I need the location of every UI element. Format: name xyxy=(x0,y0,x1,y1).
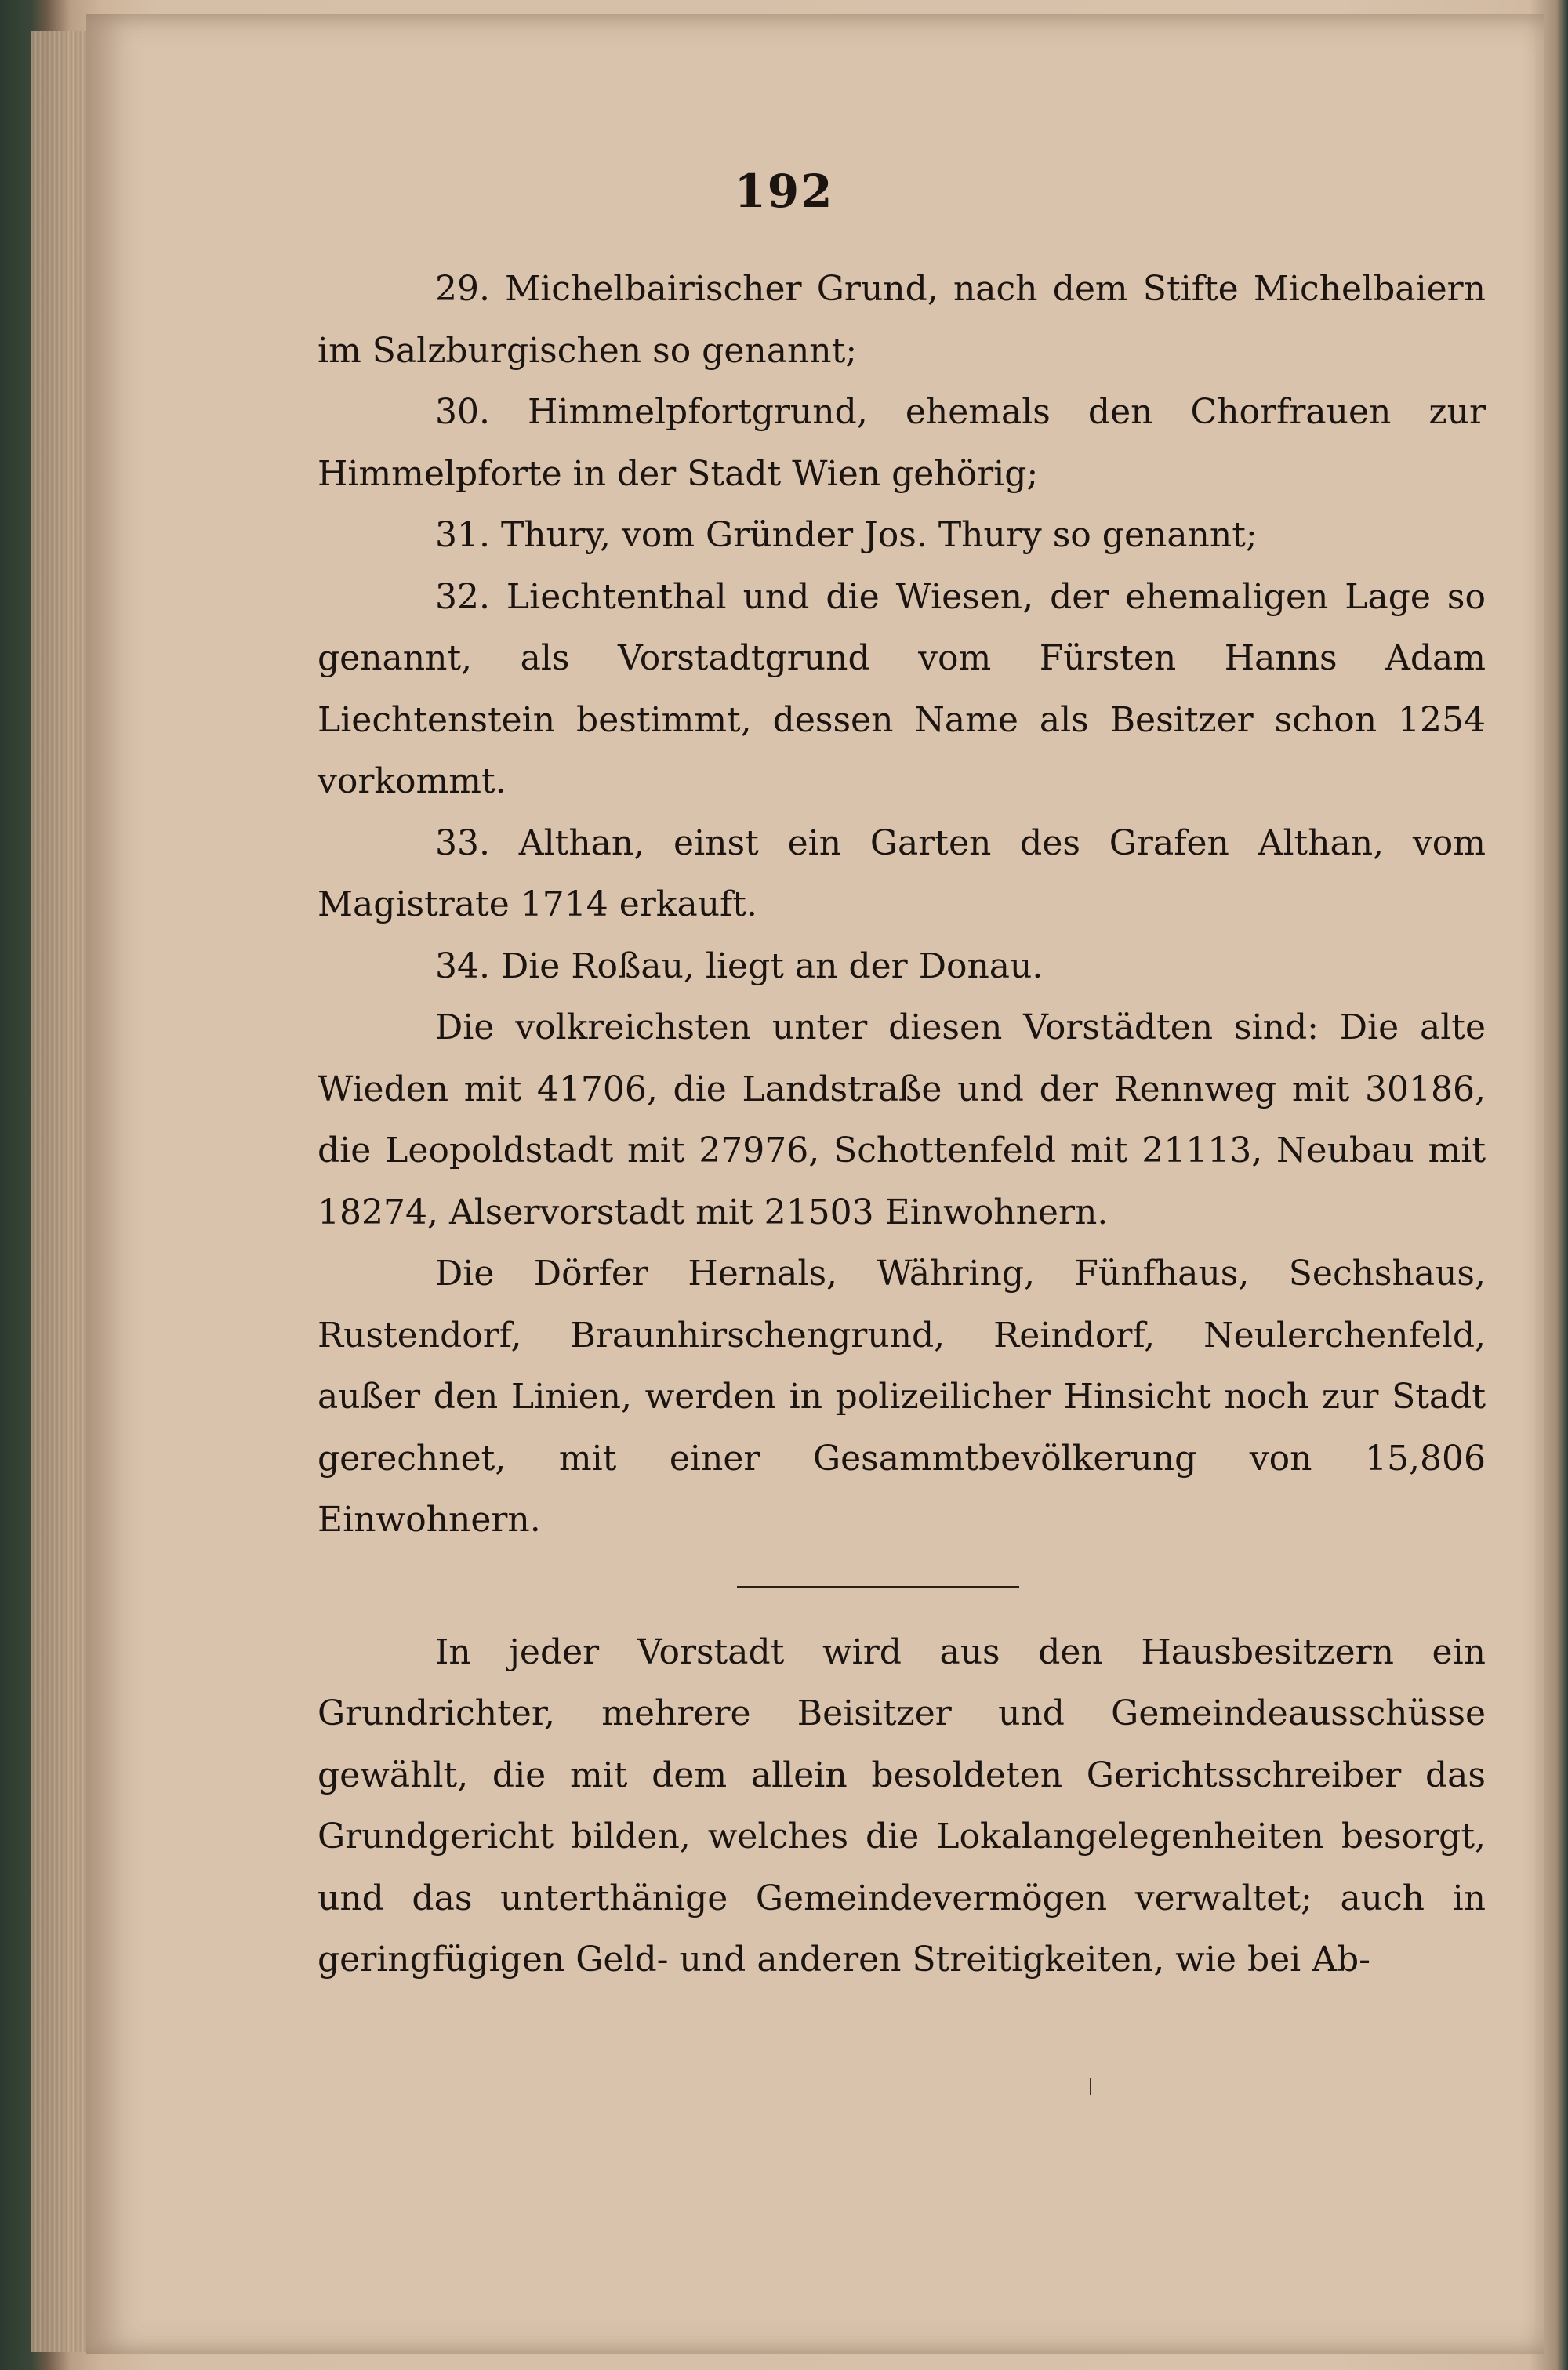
paragraph-villages: Die Dörfer Hernals, Währing, Fünfhaus, Sechshaus, Rustendorf, Braunhirschengrund, Reindorf, Neulerchenfeld, außer den Linien, werden in polizeilicher Hinsicht noch zur Stadt gerechnet, mit einer Gesammtbevölkerung von 15,806 Einwohnern. xyxy=(318,1254,1486,1540)
page-edges xyxy=(31,31,94,2352)
page-number: 192 xyxy=(734,165,834,218)
paragraph-grundgericht: In jeder Vorstadt wird aus den Hausbesitzern ein Grundrichter, mehrere Beisitzer und Gemeindeausschüsse gewählt, die mit dem allein besoldeten Gerichtsschreiber das Grundgericht bilden, welches die Lokalangelegenheiten besorgt, und das unterthänige Gemeindevermögen verwaltet; auch in geringfügigen Geld- und anderen Streitigkeiten, wie bei Ab- xyxy=(318,1631,1486,1980)
paragraph-29: 29. Michelbairischer Grund, nach dem Stifte Michelbaiern im Salzburgischen so genannt; xyxy=(318,269,1486,371)
section-divider xyxy=(737,1586,1019,1588)
page-text xyxy=(318,259,1486,1991)
page-mark xyxy=(1090,2078,1091,2095)
paragraph-31: 31. Thury, vom Gründer Jos. Thury so genannt; xyxy=(435,515,1258,555)
paragraph-33: 33. Althan, einst ein Garten des Grafen Althan, vom Magistrate 1714 erkauft. xyxy=(318,822,1486,924)
paragraph-populous-suburbs: Die volkreichsten unter diesen Vorstädten sind: Die alte Wieden mit 41706, die Landstraße und der Rennweg mit 30186, die Leopoldstadt mit 27976, Schottenfeld mit 21113, Neubau mit 18274, Alservorstadt mit 21503 Einwohnern. xyxy=(318,1007,1486,1232)
paragraph-34: 34. Die Roßau, liegt an der Donau. xyxy=(435,945,1044,986)
paragraph-30: 30. Himmelpfortgrund, ehemals den Chorfrauen zur Himmelpforte in der Stadt Wien gehörig; xyxy=(318,392,1486,494)
paragraph-32: 32. Liechtenthal und die Wiesen, der ehemaligen Lage so genannt, als Vorstadtgrund vom Fürsten Hanns Adam Liechtenstein bestimmt, dessen Name als Besitzer schon 1254 vorkommt. xyxy=(318,576,1486,801)
